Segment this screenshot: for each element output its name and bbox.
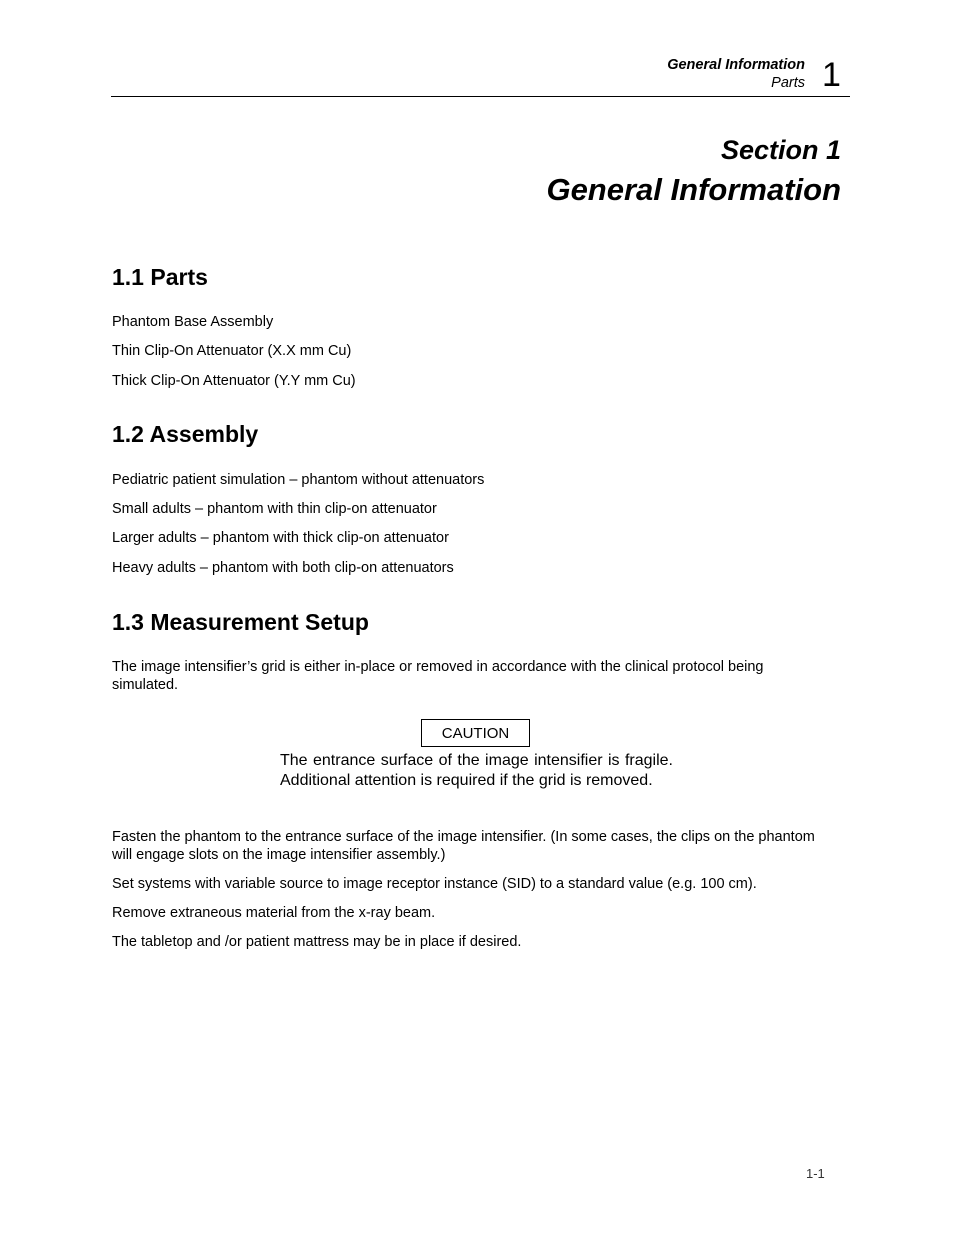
chapter-number: 1 xyxy=(822,56,841,94)
caution-label: CAUTION xyxy=(421,719,530,747)
setup-step: The tabletop and /or patient mattress may be in place if desired. xyxy=(112,934,522,950)
measurement-heading: 1.3 Measurement Setup xyxy=(112,609,369,635)
header-subtitle: Parts xyxy=(771,75,805,91)
setup-step: Remove extraneous material from the x-ray beam. xyxy=(112,905,436,921)
assembly-item: Larger adults – phantom with thick clip-on attenuator xyxy=(112,530,449,546)
assembly-item: Heavy adults – phantom with both clip-on attenuators xyxy=(112,560,454,576)
caution-text: The entrance surface of the image intensifier is fragile. Additional attention is required if the grid is removed. xyxy=(280,752,673,789)
setup-step: Set systems with variable source to image receptor instance (SID) to a standard value (e.g. 100 cm). xyxy=(112,876,757,892)
running-header xyxy=(560,56,805,92)
assembly-heading: 1.2 Assembly xyxy=(112,421,259,447)
header-title: General Information xyxy=(667,57,805,73)
page-number: 1-1 xyxy=(806,1166,825,1181)
section-label: Section 1 xyxy=(720,135,841,165)
parts-heading: 1.1 Parts xyxy=(112,264,208,290)
assembly-item: Pediatric patient simulation – phantom without attenuators xyxy=(112,472,485,488)
assembly-item: Small adults – phantom with thin clip-on attenuator xyxy=(112,501,437,517)
section-title: General Information xyxy=(546,172,841,207)
parts-item: Thick Clip-On Attenuator (Y.Y mm Cu) xyxy=(112,373,356,389)
setup-step: Fasten the phantom to the entrance surface of the image intensifier. (In some cases, the clips on the phantom will engage slots on the image intensifier assembly.) xyxy=(112,829,815,863)
header-divider xyxy=(111,96,850,97)
parts-item: Phantom Base Assembly xyxy=(112,314,274,330)
measurement-intro: The image intensifier’s grid is either in-place or removed in accordance with the clinical protocol being simulated. xyxy=(112,659,764,693)
parts-item: Thin Clip-On Attenuator (X.X mm Cu) xyxy=(112,343,352,359)
